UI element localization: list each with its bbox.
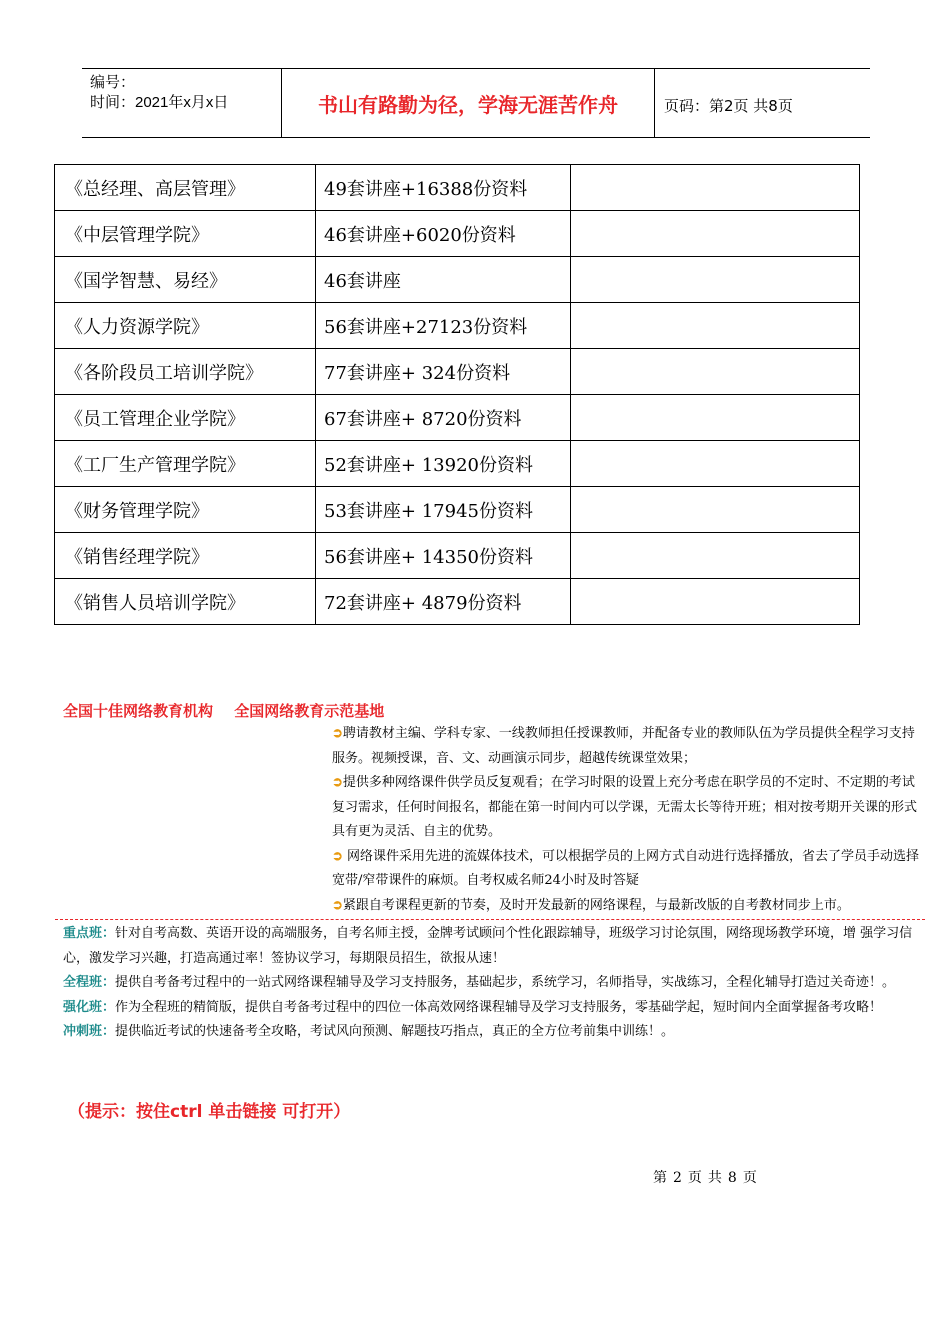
arrow-circle-icon: ➲: [332, 726, 343, 741]
course-content: 77套讲座+ 324份资料: [316, 349, 571, 395]
course-content: 46套讲座+6020份资料: [316, 211, 571, 257]
feature-item: ➲ 网络课件采用先进的流媒体技术，可以根据学员的上网方式自动进行选择播放，省去了学员手动选择宽带/窄带课件的麻烦。自考权威名师24小时及时答疑: [332, 848, 920, 888]
page-number: 2: [673, 1170, 682, 1186]
table-row: [55, 533, 860, 579]
institution-banner: [63, 700, 400, 721]
class-label: 全程班：: [63, 975, 116, 990]
table-row: [55, 165, 860, 211]
time-label: 时间：2021年x月x日: [90, 94, 229, 111]
course-extra: [571, 349, 860, 395]
page-footer: 第 2 页 共 8 页: [653, 1170, 757, 1186]
class-item: [63, 971, 921, 996]
feature-list: [332, 722, 920, 918]
table-row: [55, 441, 860, 487]
arrow-circle-icon: ➲: [332, 775, 343, 790]
course-content: 49套讲座+16388份资料: [316, 165, 571, 211]
header-meta: [82, 69, 282, 137]
course-content: 56套讲座+27123份资料: [316, 303, 571, 349]
course-extra: [571, 441, 860, 487]
course-name: 《中层管理学院》: [55, 211, 316, 257]
course-name: 《销售经理学院》: [55, 533, 316, 579]
page-code: 页码：第2页 共8页: [664, 97, 793, 115]
divider: [55, 919, 925, 920]
class-list: [63, 922, 921, 1045]
course-extra: [571, 165, 860, 211]
ctrl-click-tip: （提示：按住ctrl 单击链接 可打开）: [68, 1102, 351, 1122]
course-content: 52套讲座+ 13920份资料: [316, 441, 571, 487]
table-row: [55, 257, 860, 303]
course-table: [54, 164, 860, 625]
banner-left: 全国十佳网络教育机构: [63, 702, 214, 720]
course-name: 《财务管理学院》: [55, 487, 316, 533]
table-row: [55, 579, 860, 625]
feature-item: ➲紧跟自考课程更新的节奏，及时开发最新的网络课程，与最新改版的自考教材同步上市。: [332, 897, 850, 913]
class-text: 作为全程班的精简版，提供自考备考过程中的四位一体高效网络课程辅导及学习支持服务，零基础学起，短时间内全面掌握备考攻略！: [115, 999, 883, 1015]
class-item: [63, 996, 921, 1021]
class-label: 冲刺班：: [63, 1024, 116, 1039]
arrow-circle-icon: ➲: [332, 897, 343, 913]
course-extra: [571, 533, 860, 579]
class-text: 提供临近考试的快速备考全攻略，考试风向预测、解题技巧指点，真正的全方位考前集中训练！。: [115, 1024, 675, 1039]
feature-item: ➲提供多种网络课件供学员反复观看；在学习时限的设置上充分考虑在职学员的不定时、不定期的考试复习需求，任何时间报名，都能在第一时间内可以学课，无需太长等待开班；相对按考期开关课的形式具有更为灵活、自主的优势。: [332, 775, 918, 839]
course-content: 67套讲座+ 8720份资料: [316, 395, 571, 441]
course-name: 《销售人员培训学院》: [55, 579, 316, 625]
course-name: 《总经理、高层管理》: [55, 165, 316, 211]
arrow-circle-icon: ➲: [332, 848, 343, 864]
course-name: 《工厂生产管理学院》: [55, 441, 316, 487]
class-label: 重点班：: [63, 926, 116, 941]
table-row: [55, 395, 860, 441]
course-extra: [571, 579, 860, 625]
course-name: 《人力资源学院》: [55, 303, 316, 349]
page-header: [82, 68, 870, 138]
class-item: [63, 922, 921, 971]
table-row: [55, 487, 860, 533]
feature-item: ➲聘请教材主编、学科专家、一线教师担任授课教师，并配备专业的教师队伍为学员提供全程学习支持服务。视频授课，音、文、动画演示同步，超越传统课堂效果；: [332, 726, 915, 766]
course-content: 56套讲座+ 14350份资料: [316, 533, 571, 579]
course-name: 《国学智慧、易经》: [55, 257, 316, 303]
course-name: 《各阶段员工培训学院》: [55, 349, 316, 395]
motto: 书山有路勤为径，学海无涯苦作舟: [282, 69, 655, 137]
number-label: 编号：: [90, 74, 136, 91]
class-item: [63, 1020, 921, 1045]
total-pages: 8: [727, 1170, 737, 1186]
course-name: 《员工管理企业学院》: [55, 395, 316, 441]
class-text: 针对自考高数、英语开设的高端服务，自考名师主授，金牌考试顾问个性化跟踪辅导，班级学习讨论氛围，网络现场教学环境，增 强学习信心，激发学习兴趣，打造高通过率！签协议学习，每期限员招生，欲报从速！: [63, 926, 913, 966]
course-extra: [571, 211, 860, 257]
table-row: [55, 303, 860, 349]
banner-right: 全国网络教育示范基地: [234, 702, 385, 720]
course-extra: [571, 487, 860, 533]
course-content: 46套讲座: [316, 257, 571, 303]
course-extra: [571, 395, 860, 441]
class-label: 强化班：: [63, 999, 116, 1015]
course-extra: [571, 257, 860, 303]
course-content: 72套讲座+ 4879份资料: [316, 579, 571, 625]
course-content: 53套讲座+ 17945份资料: [316, 487, 571, 533]
class-text: 提供自考备考过程中的一站式网络课程辅导及学习支持服务，基础起步，系统学习，名师指导，实战练习，全程化辅导打造过关奇迹！。: [115, 975, 896, 990]
table-row: [55, 211, 860, 257]
table-row: [55, 349, 860, 395]
course-extra: [571, 303, 860, 349]
